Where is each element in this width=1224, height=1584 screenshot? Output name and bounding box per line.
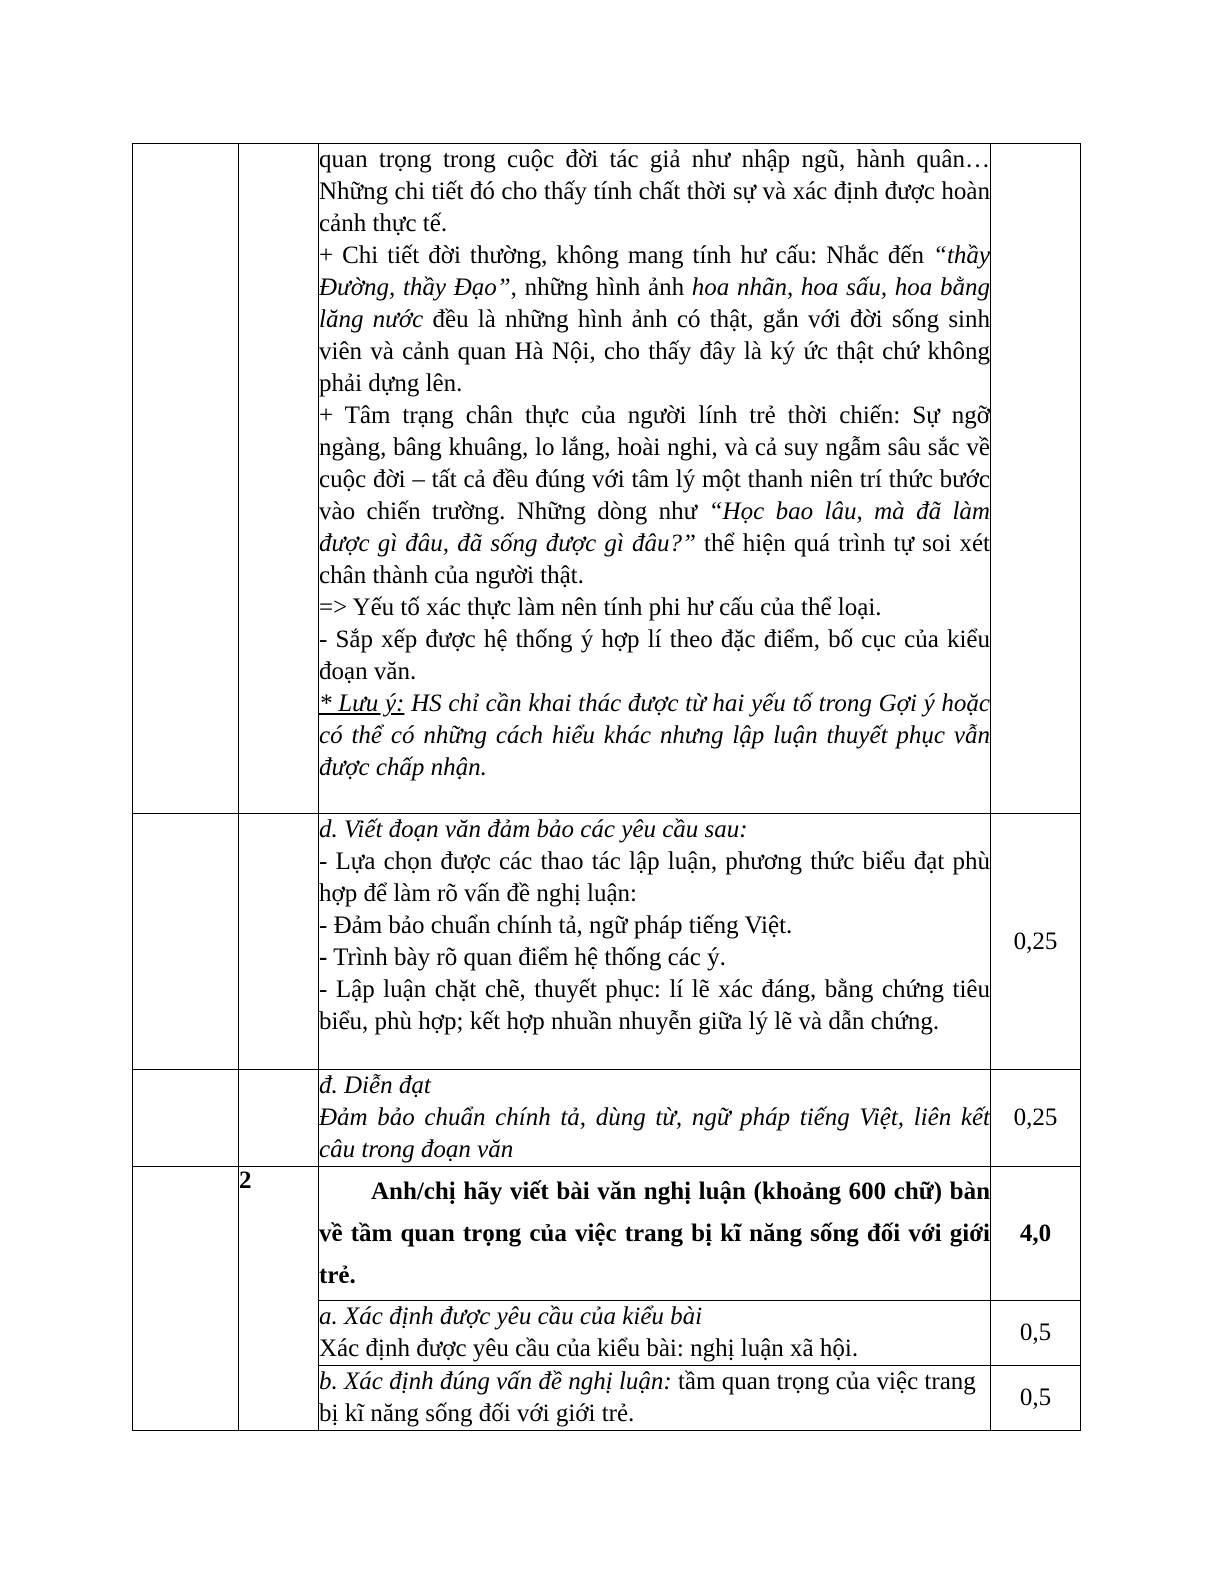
total-score-cell: 4,0 [991, 1167, 1081, 1301]
score-cell: 0,25 [991, 814, 1081, 1070]
part-cell [133, 1070, 239, 1167]
table-row [133, 1301, 1081, 1366]
part-cell [133, 1366, 239, 1431]
content-line: - Lựa chọn được các thao tác lập luận, phương thức biểu đạt phù hợp để làm rõ vấn đề nghị luận: [319, 848, 990, 907]
score-cell: 0,25 [991, 1070, 1081, 1167]
score-cell: 0,5 [991, 1301, 1081, 1366]
criterion-title: d. Viết đoạn văn đảm bảo các yêu cầu sau: [319, 816, 748, 843]
note-text: HS chỉ cần khai thác được từ hai yếu tố trong Gợi ý hoặc có thể có những cách hiểu khác nhưng lập luận thuyết phục vẫn được chấp nhận. [319, 690, 991, 781]
content-line: Đảm bảo chuẩn chính tả, dùng từ, ngữ pháp tiếng Việt, liên kết câu trong đoạn văn [319, 1104, 990, 1163]
text-run: + Tâm trạng chân thực của người lính trẻ thời chiến: Sự ngỡ ngàng, bâng khuâng, lo lắng, hoài nghi, và cả suy ngẫm sâu sắc về cuộc đời – tất cả đều đúng với tâm lý một thanh niên trí thức bước vào chiến trường. Những dòng như [319, 402, 990, 525]
content-line: b. Xác định đúng vấn đề nghị luận: tầm quan trọng của việc trang bị kĩ năng sống đối với giới trẻ. [319, 1368, 976, 1427]
note-label: * Lưu ý: [319, 690, 405, 717]
question-number-cell: 2 [239, 1167, 319, 1301]
question-number-cell [239, 144, 319, 814]
text-run: thể hiện quá trình tự soi xét chân thành của người thật. [319, 530, 990, 589]
content-cell [319, 814, 991, 1070]
content-line [319, 240, 990, 400]
content-line: => Yếu tố xác thực làm nên tính phi hư cấu của thể loại. [319, 594, 882, 621]
question-number-cell [239, 814, 319, 1070]
score-cell [991, 144, 1081, 814]
content-line: - Trình bày rõ quan điểm hệ thống các ý. [319, 944, 726, 971]
table-row [133, 814, 1081, 1070]
part-cell [133, 814, 239, 1070]
part-cell [133, 1301, 239, 1366]
text-run: + Chi tiết đời thường, không mang tính hư cấu: Nhắc đến [319, 242, 934, 269]
content-cell [319, 1366, 991, 1431]
table-row [133, 144, 1081, 814]
content-cell [319, 1070, 991, 1167]
text-run: đều là những hình ảnh có thật, gắn với đời sống sinh viên và cảnh quan Hà Nội, cho thấy đây là ký ức thật chứ không phải dựng lên. [319, 306, 990, 397]
criterion-title: a. Xác định được yêu cầu của kiểu bài [319, 1303, 703, 1330]
content-line: Xác định được yêu cầu của kiểu bài: nghị luận xã hội. [319, 1335, 859, 1362]
question-number-cell [239, 1301, 319, 1366]
content-cell [319, 1301, 991, 1366]
content-line: quan trọng trong cuộc đời tác giả như nhập ngũ, hành quân… Những chi tiết đó cho thấy tính chất thời sự và xác định được hoàn cảnh thực tế. [319, 146, 990, 237]
note-line [319, 688, 990, 784]
table-row [133, 1167, 1081, 1301]
content-line: - Sắp xếp được hệ thống ý hợp lí theo đặc điểm, bố cục của kiểu đoạn văn. [319, 626, 990, 685]
text-run-italic: “thầy Đường, thầy Đạo” [319, 242, 990, 301]
content-line: - Lập luận chặt chẽ, thuyết phục: lí lẽ xác đáng, bằng chứng tiêu biểu, phù hợp; kết hợp nhuần nhuyễn giữa lý lẽ và dẫn chứng. [319, 976, 990, 1035]
question-prompt: Anh/chị hãy viết bài văn nghị luận (khoảng 600 chữ) bàn về tầm quan trọng của việc trang bị kĩ năng sống đối với giới trẻ. [319, 1167, 991, 1301]
content-line [319, 400, 990, 592]
text-run-italic: hoa nhãn, hoa sấu, hoa bằng lăng nước [319, 274, 990, 333]
table-row [133, 1366, 1081, 1431]
question-number-cell [239, 1070, 319, 1167]
grading-table [132, 143, 1081, 1431]
part-cell [133, 144, 239, 814]
question-number-cell [239, 1366, 319, 1431]
table-row [133, 1070, 1081, 1167]
content-line: - Đảm bảo chuẩn chính tả, ngữ pháp tiếng Việt. [319, 912, 793, 939]
text-run-italic: “Học bao lâu, mà đã làm được gì đâu, đã sống được gì đâu?” [319, 498, 990, 557]
part-cell [133, 1167, 239, 1301]
content-cell [319, 144, 991, 814]
criterion-title: đ. Diễn đạt [319, 1072, 431, 1099]
score-cell: 0,5 [991, 1366, 1081, 1431]
text-run: , những hình ảnh [510, 274, 692, 301]
